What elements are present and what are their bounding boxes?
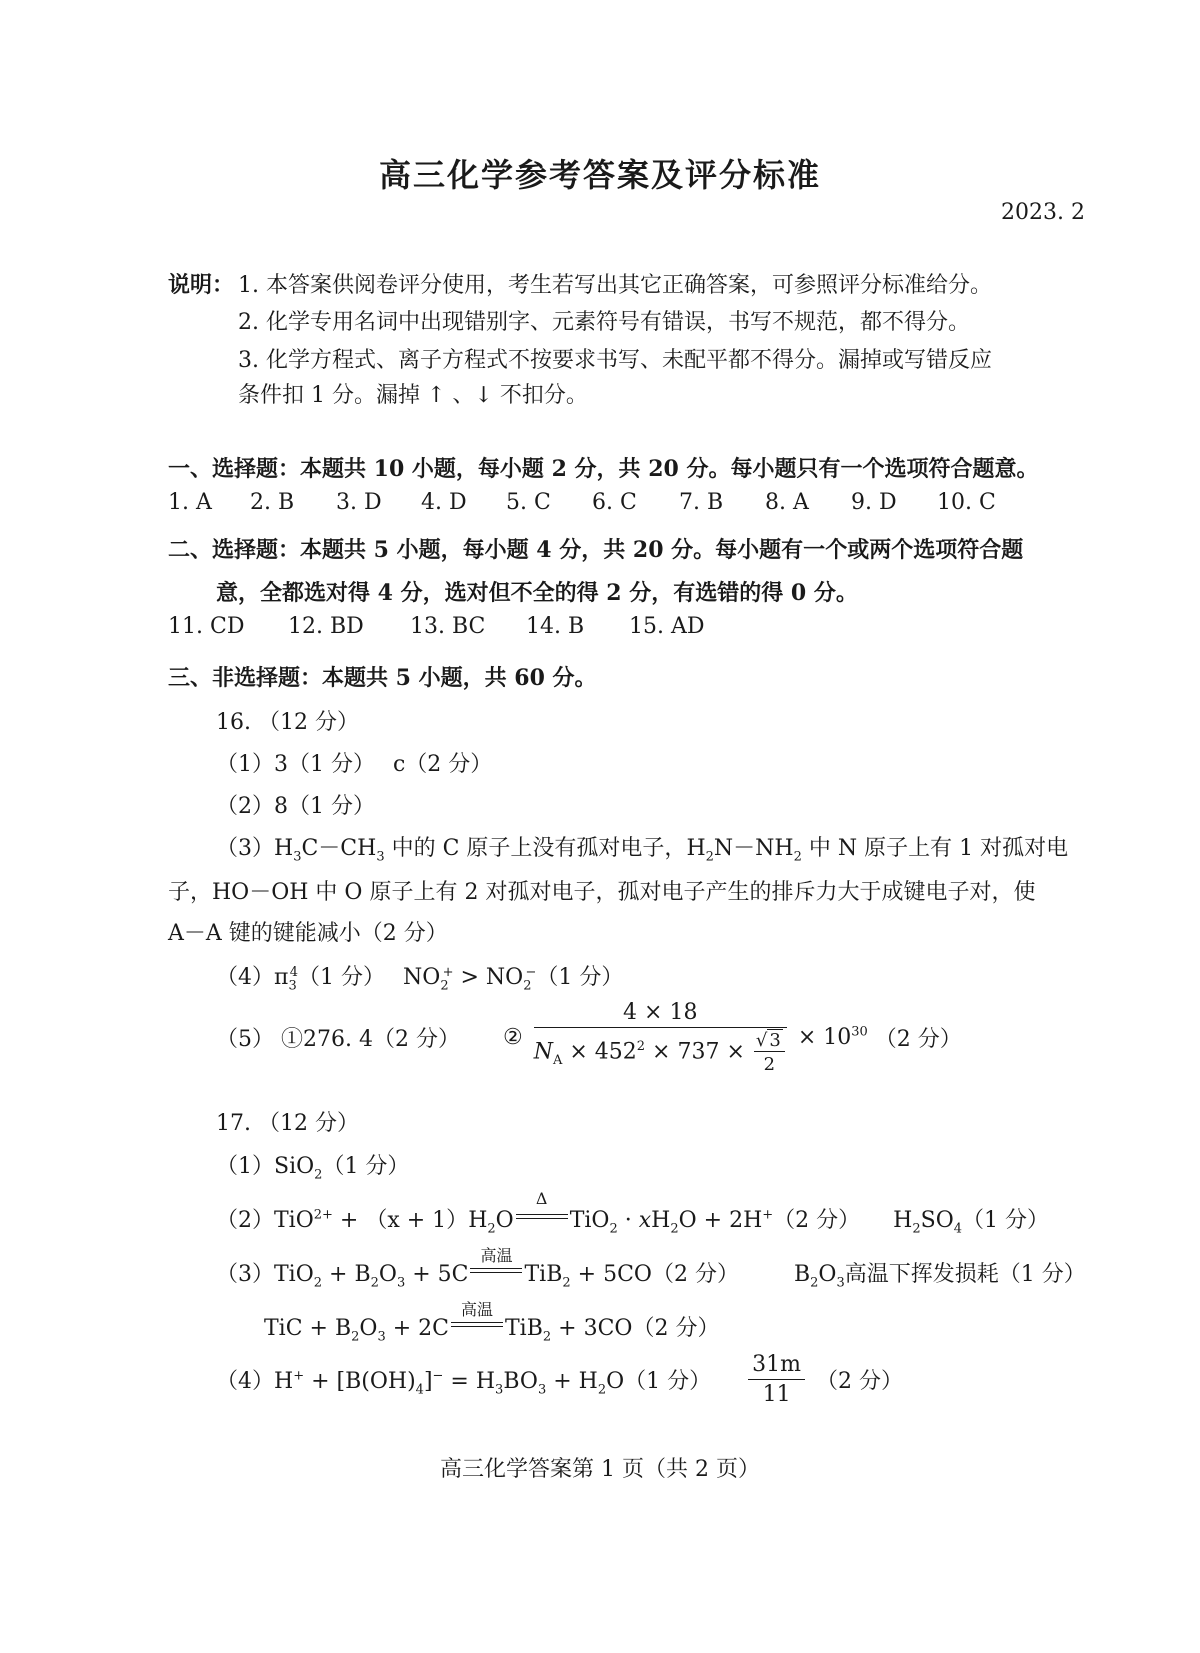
- q16-part1: （1）3（1 分） c（2 分）: [216, 752, 493, 777]
- answer-item: 6. C: [592, 490, 637, 515]
- q16-part5-label: （5）: [216, 1027, 274, 1052]
- q16-part4-score1: （1 分）: [298, 965, 375, 990]
- section1-heading: 一、选择题：本题共 10 小题，每小题 2 分，共 20 分。每小题只有一个选项符合题意。: [168, 456, 1039, 482]
- fraction-denominator: $N_A \times 452^2 \times 737$ × $\frac{√ 3}{2}$: [534, 1028, 787, 1075]
- q16-part5-score: （2 分）: [874, 1027, 962, 1052]
- note-2: 2. 化学专用名词中出现错别字、元素符号有错误，书写不规范，都不得分。: [238, 310, 970, 335]
- q16-part3-line1: $(3)H_3C-CH_3$ 中的 C 原子上没有孤对电子，$H_2N-NH_2$ 中 N 原子上有 1 对孤对电: [216, 836, 1069, 865]
- page-title: 高三化学参考答案及评分标准: [378, 156, 821, 194]
- section2-heading-line1: 二、选择题：本题共 5 小题，每小题 4 分，共 20 分。每小题有一个或两个选项符合题: [168, 537, 1024, 563]
- answer-item: 7. B: [679, 490, 724, 515]
- fraction-numerator: 4 × 18: [534, 1000, 787, 1028]
- section2-heading-line2: 意，全都选对得 4 分，选对但不全的得 2 分，有选错的得 0 分。: [216, 580, 858, 606]
- q17-part1: （1）SiO$_2$（1 分）: [216, 1154, 410, 1183]
- answer-item: 9. D: [851, 490, 897, 515]
- q17-part3-line1: $(3)TiO_2 + B_2O_3 + 5C$ 高温 TiB$_2$ + 5CO（2 分） $B_2O_3$高温下挥发损耗（1 分）: [216, 1246, 1086, 1291]
- answer-item: 13. BC: [410, 614, 486, 639]
- answer-item: 4. D: [421, 490, 467, 515]
- note-3a: 3. 化学方程式、离子方程式不按要求书写、未配平都不得分。漏掉或写错反应: [238, 348, 992, 373]
- q17-part3-line2: TiC + $B_2O_3 + 2C$ 高温 TiB$_2$ + 3CO（2 分）: [264, 1300, 720, 1345]
- q17-part4: $(4)H^+ + [B(OH)_4]^- = H_3BO_3 + H_2O(1$ 分） $\frac{31m}{11}$ （2 分）: [216, 1352, 904, 1407]
- q16-part4: $(4)\pi_3^4(1$ 分） $NO_2^+ > NO_2^-(1$ 分）: [216, 964, 624, 994]
- page-footer: 高三化学答案第 1 页（共 2 页）: [440, 1457, 760, 1482]
- q17-title: 17. （12 分）: [216, 1111, 359, 1136]
- answer-item: 11. CD: [168, 614, 245, 639]
- answer-item: 14. B: [526, 614, 585, 639]
- q16-part3-text1: 中的 C 原子上没有孤对电子，: [384, 836, 687, 861]
- answer-item: 12. BD: [288, 614, 364, 639]
- reaction-condition: 高温: [449, 1315, 505, 1335]
- reaction-condition: 高温: [468, 1261, 524, 1281]
- answer-item: 5. C: [506, 490, 551, 515]
- q16-part5-times: × $10^{30}$: [797, 1024, 868, 1050]
- q16-part5-b-label: ②: [502, 1025, 523, 1050]
- answer-item: 1. A: [168, 490, 212, 515]
- q16-part3-line2: 子，HO－OH 中 O 原子上有 2 对孤对电子，孤对电子产生的排斥力大于成键电子对，使: [168, 880, 1036, 905]
- answer-item: 15. AD: [629, 614, 705, 639]
- q16-part5-a: ①276. 4（2 分）: [281, 1027, 460, 1052]
- density-fraction: [534, 1000, 787, 1075]
- q16-part4-score2: （1 分）: [536, 965, 624, 990]
- reaction-condition: Δ: [514, 1207, 570, 1227]
- answer-fraction: $\frac{31m}{11}$: [748, 1352, 805, 1407]
- answer-item: 10. C: [937, 490, 996, 515]
- note-3b: 条件扣 1 分。漏掉 ↑ 、↓ 不扣分。: [238, 383, 588, 408]
- section1-answers: [168, 490, 1048, 515]
- q16-title: 16. （12 分）: [216, 710, 359, 735]
- section2-answers: [168, 614, 705, 639]
- exam-date: 2023. 2: [1001, 200, 1085, 225]
- q16-part5: [216, 1000, 962, 1090]
- q16-part2: （2）8（1 分）: [216, 794, 375, 819]
- q16-part3-line3: A－A 键的键能减小（2 分）: [168, 921, 448, 946]
- section3-heading: 三、非选择题：本题共 5 小题，共 60 分。: [168, 665, 597, 691]
- q17-part2: $(2)TiO^{2+} + (x + 1)H_2O$ Δ $TiO_2 \cdot xH_2O + 2H^+(2$ 分） $H_2SO_4(1$ 分）: [216, 1189, 1050, 1237]
- answer-item: 2. B: [250, 490, 295, 515]
- answer-item: 3. D: [336, 490, 382, 515]
- note-1: 1. 本答案供阅卷评分使用，考生若写出其它正确答案，可参照评分标准给分。: [238, 273, 992, 298]
- notes-label: 说明：: [168, 272, 235, 298]
- q16-part4-label: （4）: [216, 965, 274, 990]
- q16-part3-text2: 中 N 原子上有 1 对孤对电: [801, 836, 1069, 861]
- q16-part3-label: （3）: [216, 836, 274, 861]
- answer-item: 8. A: [765, 490, 809, 515]
